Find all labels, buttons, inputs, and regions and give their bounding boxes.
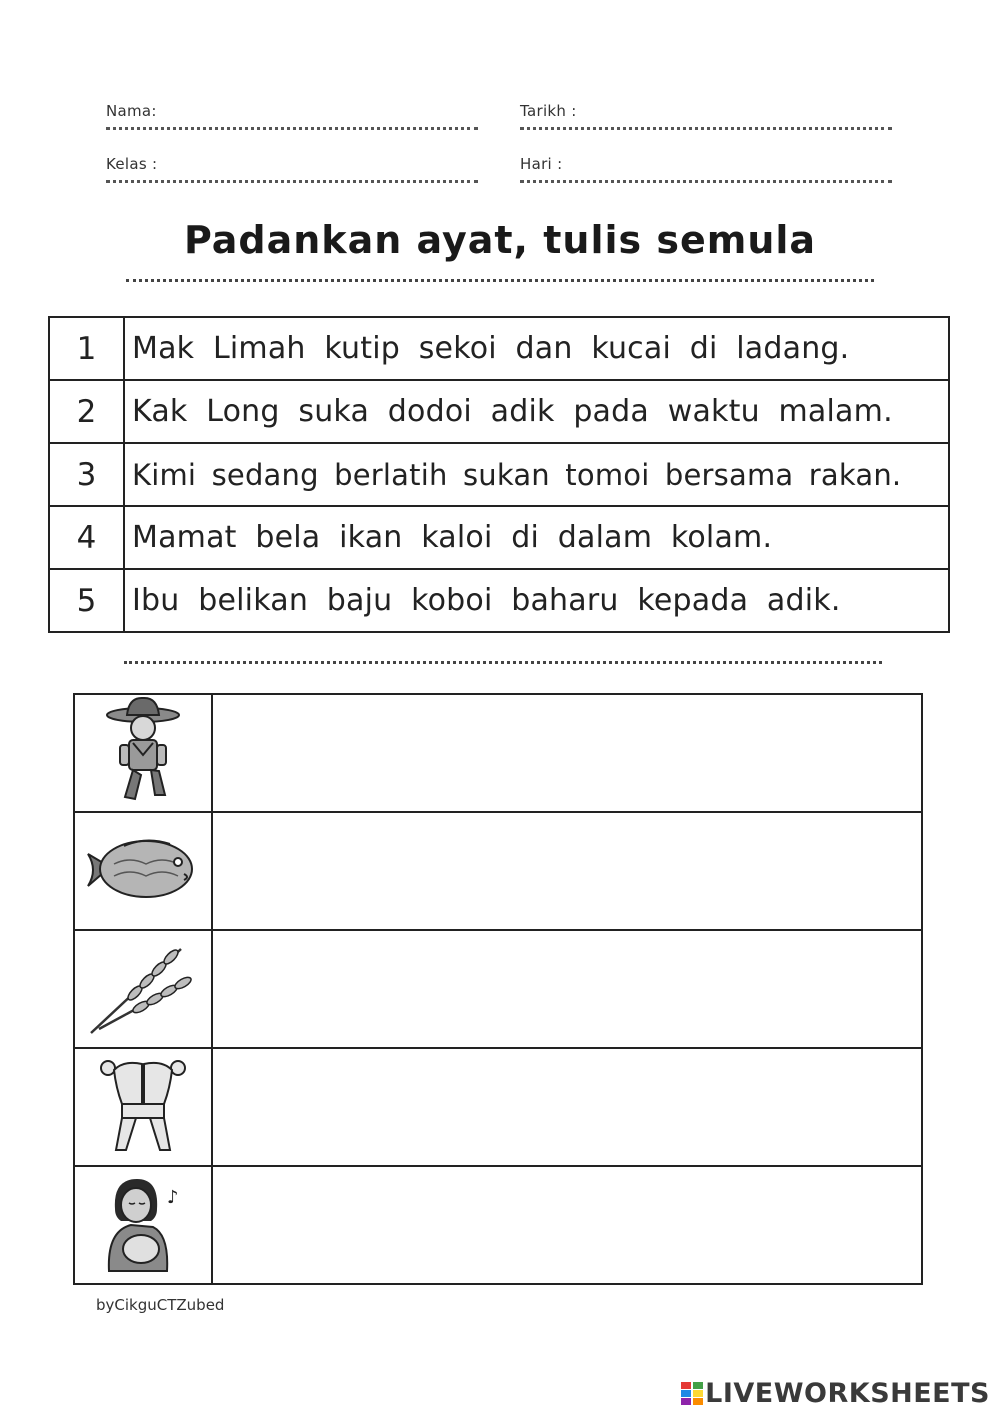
- answer-row: [74, 930, 922, 1048]
- sentence-number: 2: [49, 380, 124, 443]
- picture-cell: [74, 930, 212, 1048]
- title-divider: [126, 279, 874, 282]
- fish-icon: [84, 834, 202, 904]
- picture-cell: [74, 812, 212, 930]
- sentence-row: [49, 317, 949, 380]
- answer-cell[interactable]: [212, 1166, 922, 1284]
- picture-cell: [74, 1048, 212, 1166]
- kelas-field[interactable]: [106, 154, 478, 173]
- tarikh-line: [520, 127, 892, 130]
- sentence-number: 3: [49, 443, 124, 506]
- sentence-number: 5: [49, 569, 124, 632]
- sentence-text: Mak Limah kutip sekoi dan kucai di ladang.: [124, 317, 949, 380]
- sentence-row: [49, 569, 949, 632]
- sentence-row: [49, 380, 949, 443]
- nama-line: [106, 127, 478, 130]
- sentence-text: Kimi sedang berlatih sukan tomoi bersama rakan.: [124, 443, 949, 506]
- sentence-text: Mamat bela ikan kaloi di dalam kolam.: [124, 506, 949, 569]
- author-credit: byCikguCTZubed: [96, 1296, 225, 1314]
- sentence-number: 4: [49, 506, 124, 569]
- mother-lullaby-icon: [93, 1171, 193, 1275]
- picture-cell: [74, 694, 212, 812]
- sentence-text: Kak Long suka dodoi adik pada waktu malam.: [124, 380, 949, 443]
- page-title: Padankan ayat, tulis semula: [183, 218, 817, 262]
- hari-label: Hari :: [520, 155, 563, 173]
- answer-row: [74, 1048, 922, 1166]
- liveworksheets-logo-icon: [681, 1382, 703, 1413]
- kelas-label: Kelas :: [106, 155, 158, 173]
- kelas-line: [106, 180, 478, 183]
- nama-label: Nama:: [106, 102, 157, 120]
- sentence-row: [49, 443, 949, 506]
- svg-text:♪: ♪: [167, 1187, 179, 1208]
- answer-cell[interactable]: [212, 930, 922, 1048]
- tarikh-label: Tarikh :: [520, 102, 577, 120]
- sentence-text: Ibu belikan baju koboi baharu kepada adik.: [124, 569, 949, 632]
- answer-cell[interactable]: [212, 694, 922, 812]
- sentence-number: 1: [49, 317, 124, 380]
- hari-field[interactable]: [520, 154, 892, 173]
- boxers-icon: [98, 1054, 188, 1156]
- picture-cell: [74, 1166, 212, 1284]
- brand-footer[interactable]: [681, 1378, 990, 1413]
- cowboy-icon: [103, 695, 183, 807]
- answer-table: [73, 693, 923, 1285]
- answer-row: [74, 694, 922, 812]
- sentence-table: [48, 316, 950, 633]
- section-divider: [124, 661, 882, 664]
- wheat-icon: [85, 937, 201, 1037]
- answer-row: [74, 812, 922, 930]
- tarikh-field[interactable]: [520, 101, 892, 120]
- answer-cell[interactable]: [212, 1048, 922, 1166]
- sentence-row: [49, 506, 949, 569]
- hari-line: [520, 180, 892, 183]
- brand-name: LIVEWORKSHEETS: [705, 1378, 990, 1409]
- nama-field[interactable]: [106, 101, 478, 120]
- answer-row: [74, 1166, 922, 1284]
- answer-cell[interactable]: [212, 812, 922, 930]
